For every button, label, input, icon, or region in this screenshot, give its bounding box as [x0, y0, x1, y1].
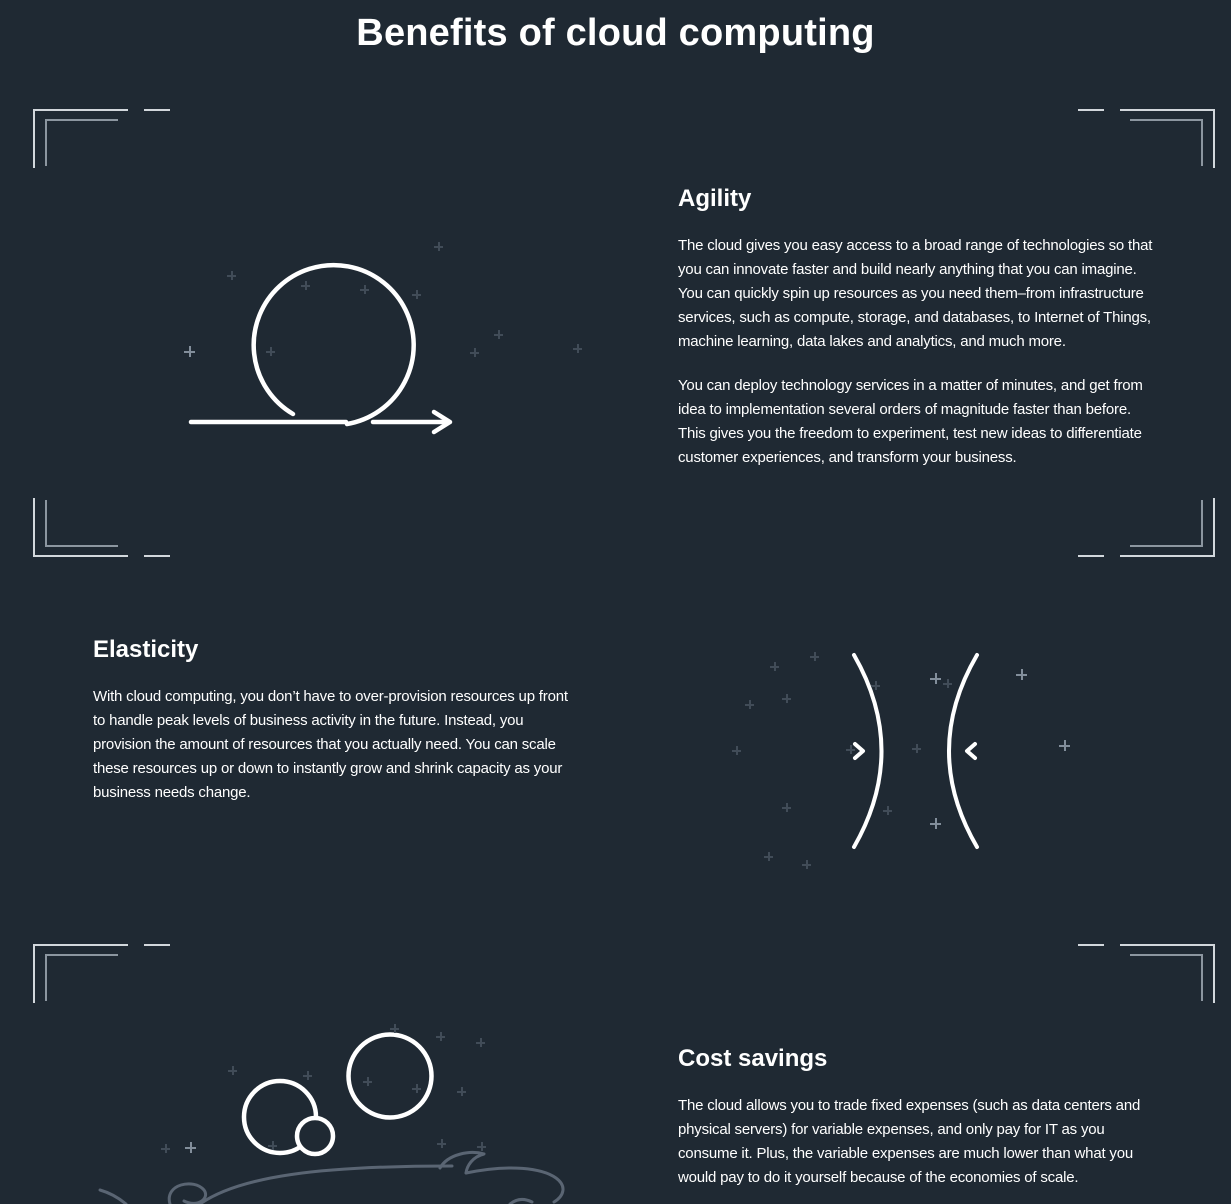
sparkle-icon — [871, 681, 880, 690]
page-title: Benefits of cloud computing — [356, 12, 875, 54]
bubble-large — [349, 1035, 432, 1118]
agility-text-block — [678, 184, 1162, 490]
sparkle-icon — [303, 1071, 312, 1080]
sparkle-icon — [883, 806, 892, 815]
frame-dash-line — [1078, 944, 1104, 946]
sparkle-icon — [573, 344, 582, 353]
sparkle-icon — [1016, 669, 1027, 680]
sparkle-icon — [266, 347, 275, 356]
sparkle-icon — [184, 346, 195, 357]
elasticity-paragraph-1: With cloud computing, you don’t have to over-provision resources up front to handle peak levels of business activity in the future. Instead, you provision the amount of resources that you actually need. You can scale these resources up or down to instantly grow and shrink capacity as your business needs change. — [93, 688, 568, 801]
sparkle-icon — [390, 1024, 399, 1033]
sparkle-icon — [782, 803, 791, 812]
agility-paragraph-2: You can deploy technology services in a matter of minutes, and get from idea to implementation several orders of magnitude faster than before. This gives you the freedom to experiment, test new ideas to differentiate customer experiences, and transform your business. — [678, 377, 1143, 466]
frame-inner-line — [45, 500, 118, 547]
sparkle-icon — [770, 662, 779, 671]
sparkle-icon — [457, 1087, 466, 1096]
frame-corner-top-left — [33, 109, 170, 168]
sparkle-icon — [434, 242, 443, 251]
frame-dash-line — [144, 944, 170, 946]
frame-corner-bottom-left — [33, 498, 170, 557]
sparkle-icon — [412, 290, 421, 299]
agility-loop-arrow-icon — [170, 240, 490, 460]
agility-heading: Agility — [678, 185, 752, 212]
sparkle-icon — [436, 1032, 445, 1041]
sparkle-icon — [732, 746, 741, 755]
sparkle-icon — [360, 285, 369, 294]
frame-inner-line — [1130, 500, 1203, 547]
sparkle-icon — [228, 1066, 237, 1075]
frame-corner-top-right — [1078, 944, 1215, 1003]
right-curve-path — [949, 655, 977, 847]
frame-corner-top-left — [33, 944, 170, 1003]
piggy-front-leg-path — [100, 1190, 126, 1204]
cost-savings-heading: Cost savings — [678, 1045, 828, 1072]
sparkle-icon — [494, 330, 503, 339]
sparkle-icon — [363, 1077, 372, 1086]
elasticity-text-block — [93, 635, 579, 825]
piggy-back-path — [200, 1166, 452, 1204]
cost-savings-paragraph-1: The cloud allows you to trade fixed expenses (such as data centers and physical servers) for variable expenses, and only pay for IT as you consume it. Plus, the variable expenses are much lower than what you would pay to do it yourself because of the economies of scale. — [678, 1097, 1141, 1186]
sparkle-icon — [227, 271, 236, 280]
chevron-left-icon — [967, 744, 975, 758]
sparkle-icon — [268, 1141, 277, 1150]
frame-dash-line — [144, 555, 170, 557]
elasticity-heading: Elasticity — [93, 636, 199, 663]
sparkle-icon — [930, 818, 941, 829]
sparkle-icon — [412, 1084, 421, 1093]
cost-savings-text-block — [678, 1044, 1156, 1204]
sparkle-icon — [470, 348, 479, 357]
sparkle-icon — [745, 700, 754, 709]
frame-corner-bottom-right — [1078, 498, 1215, 557]
sparkle-icon — [185, 1142, 196, 1153]
sparkle-icon — [1059, 740, 1070, 751]
sparkle-icon — [810, 652, 819, 661]
frame-inner-line — [1130, 119, 1203, 166]
sparkle-icon — [301, 281, 310, 290]
sparkle-icon — [161, 1144, 170, 1153]
sparkle-icon — [782, 694, 791, 703]
frame-corner-top-right — [1078, 109, 1215, 168]
agility-paragraph-1: The cloud gives you easy access to a broad range of technologies so that you can innovate faster and build nearly anything that you can imagine. You can quickly spin up resources as you need them–from infrastructure services, such as compute, storage, and databases, to Internet of Things, machine learning, data lakes and analytics, and much more. — [678, 237, 1153, 350]
piggy-cheek-path — [510, 1199, 532, 1204]
sparkle-icon — [846, 745, 855, 754]
sparkle-icon — [437, 1139, 446, 1148]
piggy-tail-path — [169, 1184, 205, 1204]
frame-dash-line — [1078, 555, 1104, 557]
piggy-head-path — [466, 1168, 563, 1202]
frame-inner-line — [45, 954, 118, 1001]
frame-dash-line — [144, 109, 170, 111]
loop-path — [254, 265, 414, 424]
sparkle-icon — [476, 1038, 485, 1047]
elasticity-stretch-curves-icon — [800, 630, 1050, 870]
frame-inner-line — [45, 119, 118, 166]
sparkle-icon — [912, 744, 921, 753]
sparkle-icon — [943, 679, 952, 688]
sparkle-icon — [930, 673, 941, 684]
chevron-right-icon — [855, 744, 863, 758]
sparkle-icon — [764, 852, 773, 861]
frame-inner-line — [1130, 954, 1203, 1001]
sparkle-icon — [477, 1142, 486, 1151]
frame-dash-line — [1078, 109, 1104, 111]
sparkle-icon — [802, 860, 811, 869]
